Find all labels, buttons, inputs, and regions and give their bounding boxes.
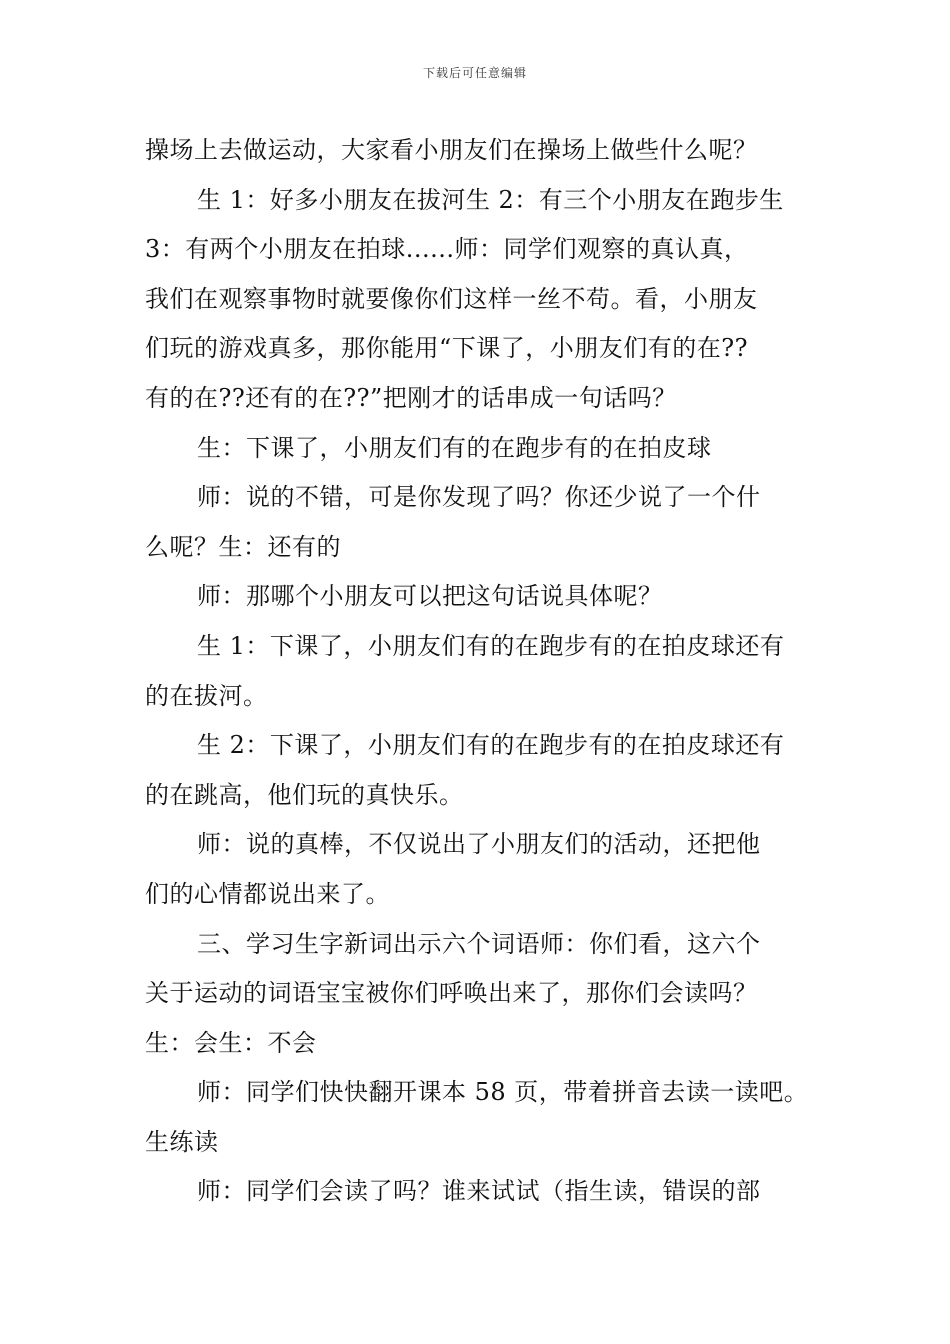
text-line: 生 2：下课了，小朋友们有的在跑步有的在拍皮球还有 [197, 731, 785, 760]
text-line: 生：下课了，小朋友们有的在跑步有的在拍皮球 [197, 433, 712, 462]
text-line: 师：同学们快快翻开课本 58 页，带着拼音去读一读吧。 [197, 1078, 809, 1107]
text-line: 我们在观察事物时就要像你们这样一丝不苟。看，小朋友 [145, 284, 758, 313]
page-header: 下载后可任意编辑 [422, 66, 527, 80]
text-line: 师：那哪个小朋友可以把这句话说具体呢？ [197, 582, 663, 611]
text-line: 师：说的不错，可是你发现了吗？你还少说了一个什 [197, 483, 761, 512]
text-line: 生：会生：不会 [145, 1028, 317, 1057]
text-line: 们玩的游戏真多，那你能用“下课了，小朋友们有的在?? [145, 334, 749, 363]
text-line: 师：说的真棒，不仅说出了小朋友们的活动，还把他 [197, 830, 761, 859]
text-line: 有的在??还有的在??”把刚才的话串成一句话吗？ [145, 383, 677, 412]
text-line: 的在拔河。 [145, 681, 268, 710]
text-line: 师：同学们会读了吗？谁来试试（指生读，错误的部 [197, 1177, 761, 1206]
text-line: 生 1：下课了，小朋友们有的在跑步有的在拍皮球还有 [197, 631, 785, 660]
document-body [145, 126, 825, 1217]
text-line: 么呢？生：还有的 [145, 532, 341, 561]
text-line: 3：有两个小朋友在拍球......师：同学们观察的真认真， [145, 235, 749, 264]
text-line: 生练读 [145, 1127, 219, 1156]
text-line: 们的心情都说出来了。 [145, 879, 390, 908]
text-line: 操场上去做运动，大家看小朋友们在操场上做些什么呢？ [145, 136, 758, 164]
text-line: 关于运动的词语宝宝被你们呼唤出来了，那你们会读吗？ [145, 979, 758, 1008]
text-line: 三、学习生字新词出示六个词语师：你们看，这六个 [197, 929, 761, 958]
text-line: 生 1：好多小朋友在拔河生 2：有三个小朋友在跑步生 [197, 185, 784, 214]
text-line: 的在跳高，他们玩的真快乐。 [145, 780, 464, 809]
